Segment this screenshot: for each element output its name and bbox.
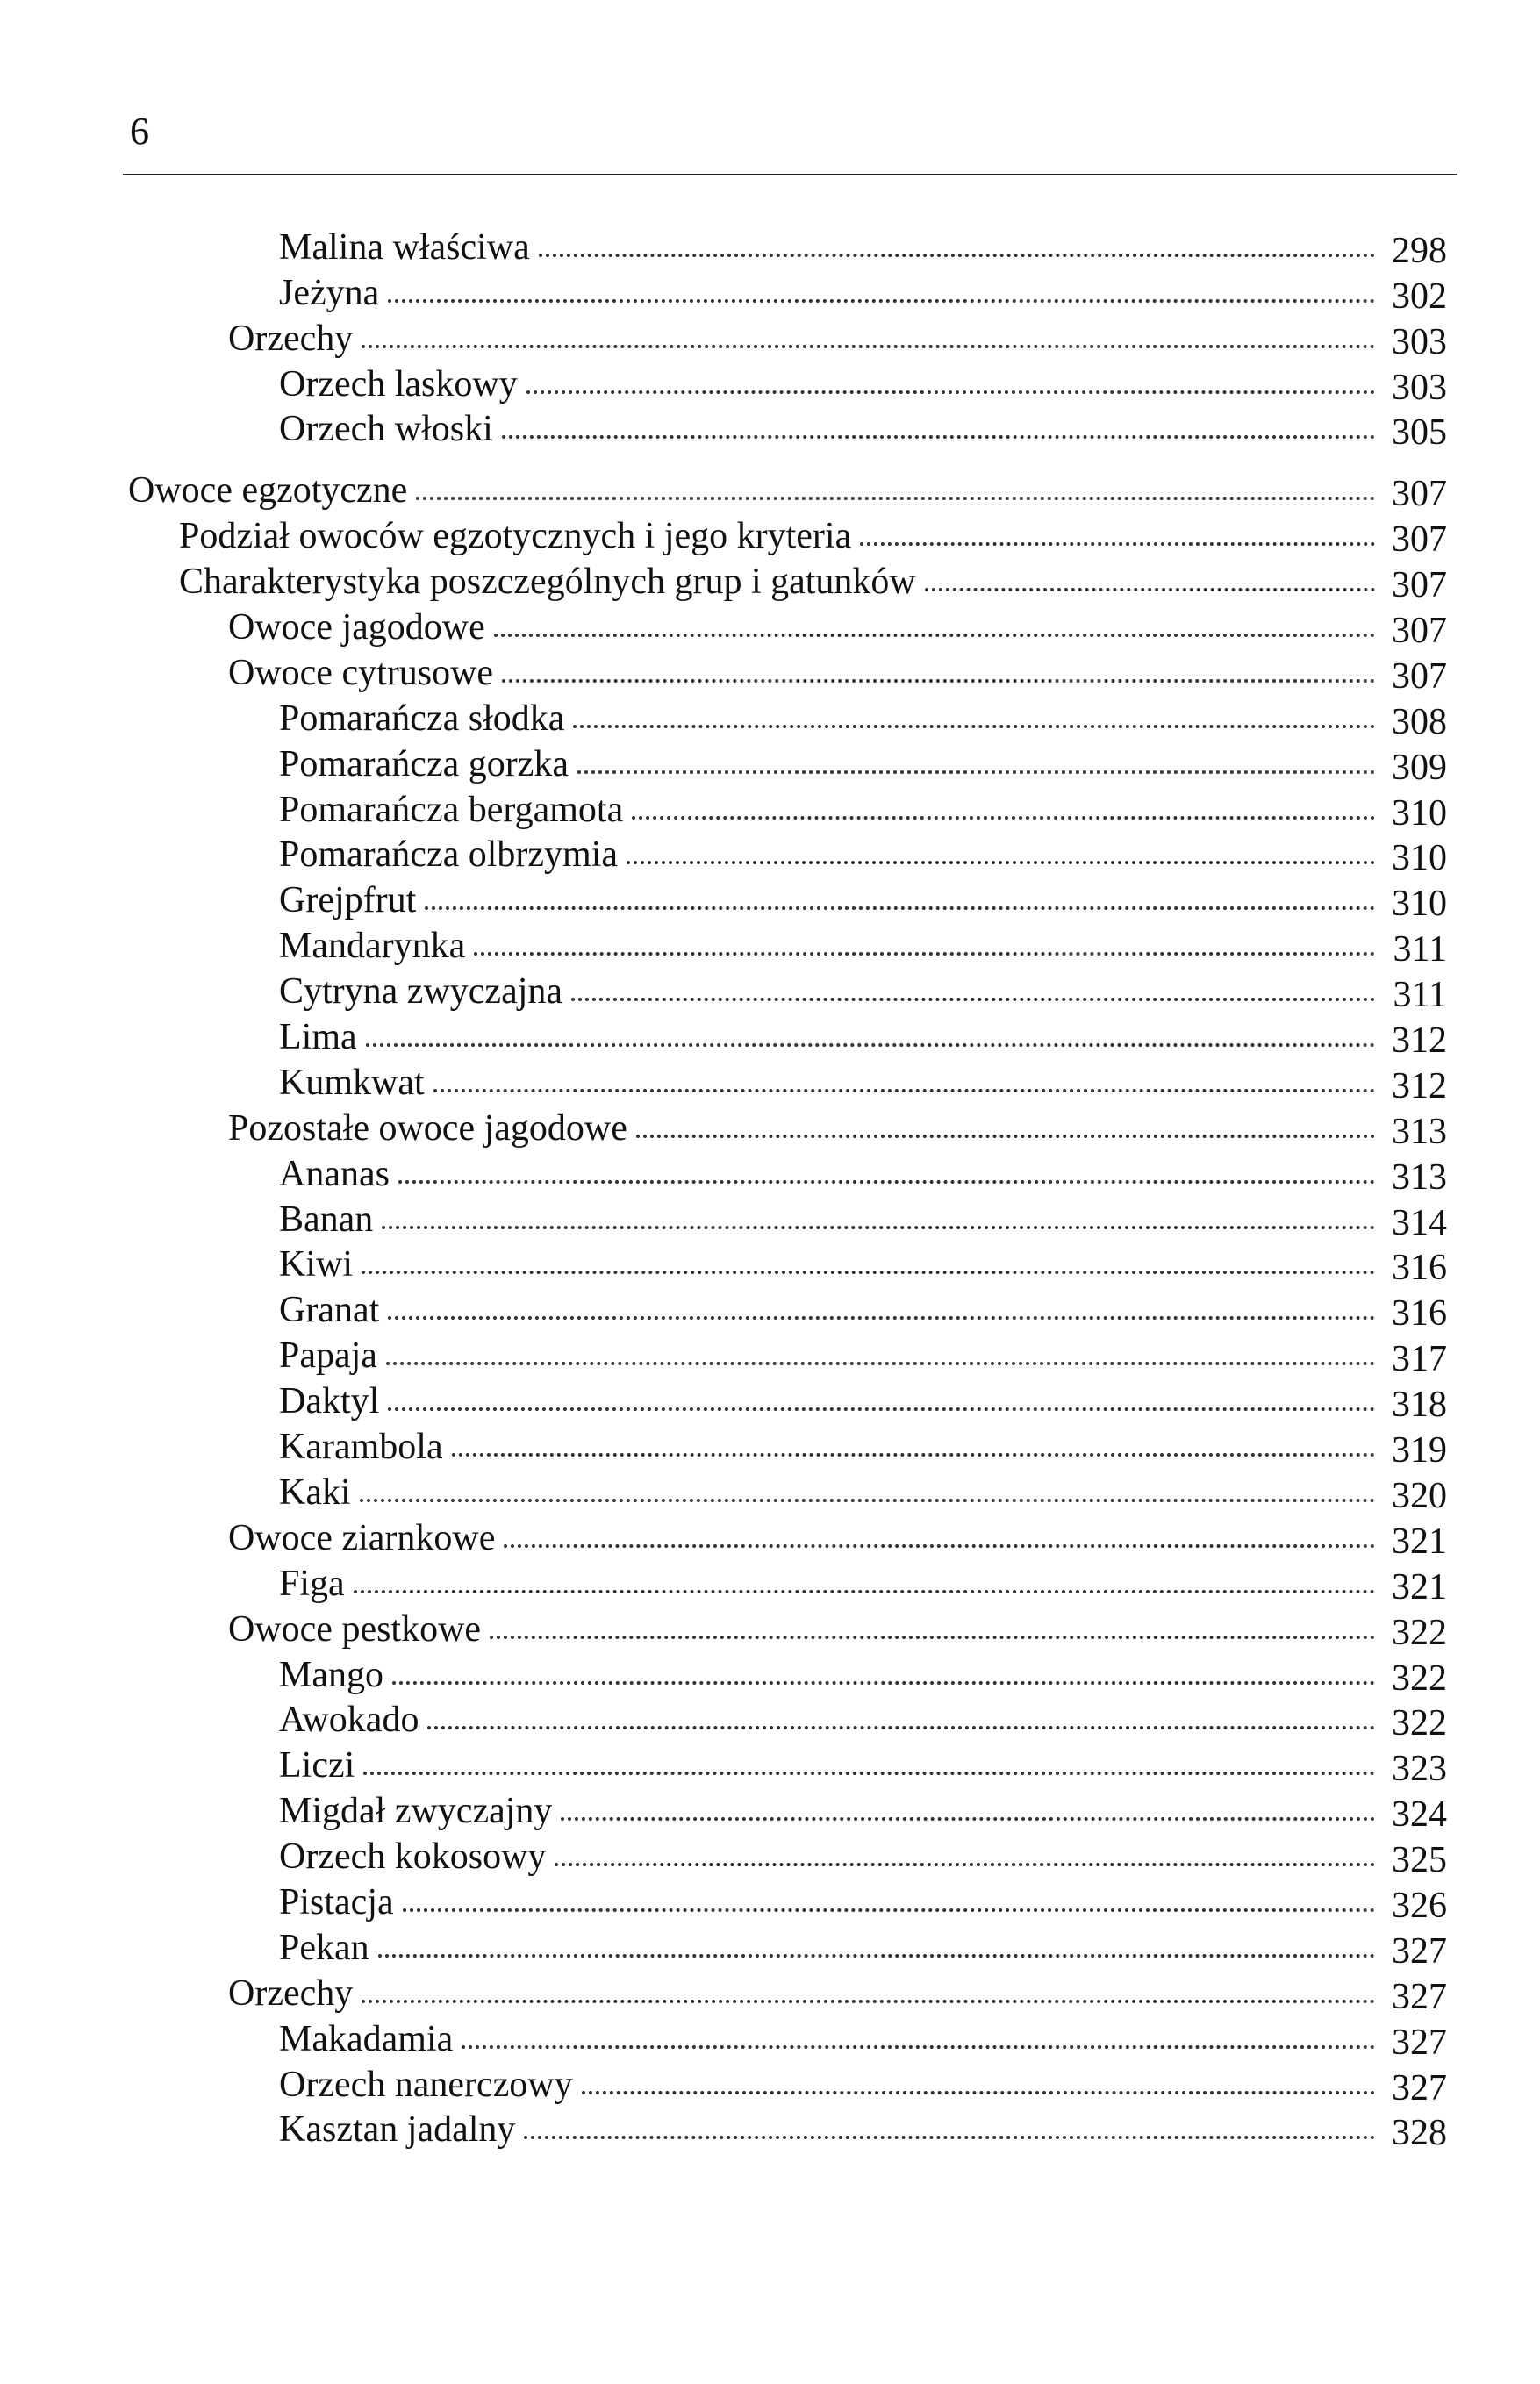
toc-entry-title: Jeżyna bbox=[279, 272, 380, 313]
toc-entry-page: 323 bbox=[1392, 1749, 1447, 1790]
dot-leader bbox=[577, 770, 1375, 774]
toc-entry-title: Kiwi bbox=[279, 1244, 353, 1285]
toc-entry-title: Malina właściwa bbox=[279, 226, 530, 268]
toc-entry-title: Orzech laskowy bbox=[279, 363, 518, 404]
dot-leader bbox=[382, 1226, 1375, 1229]
toc-entry bbox=[0, 315, 1540, 361]
toc-entry-page: 318 bbox=[1392, 1385, 1447, 1426]
dot-leader bbox=[571, 998, 1375, 1001]
dot-leader bbox=[362, 2000, 1375, 2003]
toc-entry bbox=[0, 1105, 1540, 1150]
toc-entry bbox=[0, 1560, 1540, 1606]
toc-entry-page: 327 bbox=[1392, 2067, 1447, 2108]
toc-entry bbox=[0, 922, 1540, 968]
toc-entry bbox=[0, 604, 1540, 652]
dot-leader bbox=[494, 634, 1375, 637]
toc-entry bbox=[0, 512, 1540, 561]
dot-leader bbox=[416, 497, 1375, 500]
dot-leader bbox=[582, 2091, 1375, 2094]
toc-entry-page: 326 bbox=[1392, 1885, 1447, 1926]
toc-entry-page: 317 bbox=[1392, 1339, 1447, 1380]
toc-entry-page: 322 bbox=[1392, 1612, 1447, 1653]
toc-entry bbox=[0, 2015, 1540, 2061]
dot-leader bbox=[462, 2045, 1375, 2049]
toc-entry bbox=[0, 1286, 1540, 1335]
toc-entry bbox=[0, 1924, 1540, 1970]
toc-entry-page: 305 bbox=[1392, 412, 1447, 454]
dot-leader bbox=[627, 861, 1375, 864]
toc-entry-page: 307 bbox=[1392, 565, 1447, 606]
toc-entry-title: Owoce ziarnkowe bbox=[228, 1517, 496, 1558]
dot-leader bbox=[362, 345, 1375, 348]
dot-leader bbox=[555, 1863, 1375, 1866]
toc-entry bbox=[0, 361, 1540, 406]
toc-entry-title: Banan bbox=[279, 1199, 374, 1240]
toc-entry-page: 327 bbox=[1392, 2022, 1447, 2063]
toc-entry-title: Pozostałe owoce jagodowe bbox=[228, 1107, 627, 1149]
toc-entry-page: 303 bbox=[1392, 321, 1447, 362]
toc-entry-title: Mango bbox=[279, 1654, 383, 1695]
dot-leader bbox=[526, 390, 1375, 394]
dot-leader bbox=[433, 1089, 1375, 1092]
toc-entry-title: Ananas bbox=[279, 1153, 390, 1194]
dot-leader bbox=[452, 1453, 1375, 1457]
dot-leader bbox=[366, 1043, 1375, 1047]
dot-leader bbox=[388, 299, 1375, 303]
toc-entry-page: 321 bbox=[1392, 1566, 1447, 1607]
table-of-contents bbox=[0, 224, 1540, 2154]
dot-leader bbox=[636, 1135, 1375, 1138]
dot-leader bbox=[388, 1316, 1375, 1320]
toc-entry bbox=[0, 1378, 1540, 1426]
toc-entry-title: Orzech nanerczowy bbox=[279, 2064, 573, 2105]
toc-entry-title: Owoce pestkowe bbox=[228, 1608, 482, 1650]
dot-leader bbox=[474, 952, 1375, 956]
toc-entry-page: 311 bbox=[1393, 929, 1447, 970]
toc-entry bbox=[0, 1196, 1540, 1242]
toc-entry bbox=[0, 224, 1540, 269]
toc-entry-page: 312 bbox=[1392, 1065, 1447, 1106]
toc-entry-page: 324 bbox=[1392, 1794, 1447, 1836]
dot-leader bbox=[524, 2136, 1375, 2139]
toc-entry-title: Lima bbox=[279, 1017, 357, 1058]
toc-entry-page: 311 bbox=[1393, 975, 1447, 1016]
toc-entry-page: 319 bbox=[1392, 1430, 1447, 1471]
toc-entry bbox=[0, 1651, 1540, 1697]
toc-entry-page: 303 bbox=[1392, 367, 1447, 408]
toc-entry-page: 322 bbox=[1392, 1657, 1447, 1699]
toc-entry bbox=[0, 467, 1540, 515]
toc-entry-title: Grejpfrut bbox=[279, 880, 417, 921]
toc-entry-page: 321 bbox=[1392, 1521, 1447, 1562]
toc-entry-page: 310 bbox=[1392, 838, 1447, 879]
toc-entry bbox=[0, 968, 1540, 1016]
toc-entry bbox=[0, 1013, 1540, 1062]
toc-entry-title: Liczi bbox=[279, 1745, 355, 1786]
dot-leader bbox=[392, 1681, 1375, 1685]
toc-entry-title: Daktyl bbox=[279, 1381, 380, 1422]
page-number: 6 bbox=[130, 110, 149, 153]
toc-entry-title: Orzechy bbox=[228, 318, 354, 359]
toc-entry-page: 314 bbox=[1392, 1202, 1447, 1243]
toc-entry bbox=[0, 1469, 1540, 1514]
toc-entry-title: Kaki bbox=[279, 1471, 351, 1513]
toc-entry-title: Owoce cytrusowe bbox=[228, 652, 494, 693]
toc-entry bbox=[0, 269, 1540, 315]
dot-leader bbox=[363, 1772, 1375, 1775]
toc-entry bbox=[0, 558, 1540, 604]
toc-entry-page: 313 bbox=[1392, 1156, 1447, 1198]
toc-entry bbox=[0, 1787, 1540, 1836]
toc-entry-page: 327 bbox=[1392, 1976, 1447, 2017]
toc-entry-title: Orzech kokosowy bbox=[279, 1836, 547, 1878]
toc-entry-title: Owoce egzotyczne bbox=[128, 470, 408, 512]
toc-entry bbox=[0, 1332, 1540, 1378]
dot-leader bbox=[490, 1636, 1375, 1639]
toc-entry-page: 322 bbox=[1392, 1703, 1447, 1744]
toc-entry-page: 298 bbox=[1392, 230, 1447, 271]
toc-entry-page: 312 bbox=[1392, 1020, 1447, 1062]
dot-leader bbox=[504, 1544, 1375, 1548]
toc-entry-page: 313 bbox=[1392, 1111, 1447, 1152]
toc-entry-title: Podział owoców egzotycznych i jego kryteria bbox=[179, 516, 852, 557]
header-rule bbox=[123, 174, 1457, 175]
toc-entry-title: Pekan bbox=[279, 1927, 369, 1968]
toc-entry-page: 308 bbox=[1392, 701, 1447, 742]
toc-entry-page: 320 bbox=[1392, 1475, 1447, 1516]
toc-entry bbox=[0, 1833, 1540, 1879]
toc-entry-page: 328 bbox=[1392, 2113, 1447, 2154]
toc-entry-title: Awokado bbox=[279, 1700, 419, 1741]
toc-entry bbox=[0, 406, 1540, 452]
toc-entry-title: Papaja bbox=[279, 1335, 377, 1377]
toc-entry bbox=[0, 2107, 1540, 2152]
toc-entry bbox=[0, 1879, 1540, 1924]
dot-leader bbox=[561, 1817, 1375, 1821]
toc-entry bbox=[0, 695, 1540, 741]
toc-entry bbox=[0, 1697, 1540, 1743]
toc-entry-title: Cytryna zwyczajna bbox=[279, 971, 563, 1013]
toc-entry-page: 307 bbox=[1392, 611, 1447, 652]
toc-entry-page: 307 bbox=[1392, 474, 1447, 515]
dot-leader bbox=[539, 254, 1375, 257]
toc-entry-title: Orzech włoski bbox=[279, 409, 493, 450]
toc-entry-page: 309 bbox=[1392, 747, 1447, 788]
toc-entry bbox=[0, 1742, 1540, 1790]
toc-entry-page: 327 bbox=[1392, 1930, 1447, 1972]
toc-entry-page: 316 bbox=[1392, 1248, 1447, 1289]
toc-entry bbox=[0, 2061, 1540, 2107]
dot-leader bbox=[632, 816, 1375, 820]
toc-entry bbox=[0, 1059, 1540, 1105]
toc-entry-page: 316 bbox=[1392, 1293, 1447, 1335]
dot-leader bbox=[362, 1271, 1375, 1274]
dot-leader bbox=[360, 1499, 1375, 1502]
toc-entry-title: Makadamia bbox=[279, 2018, 454, 2059]
toc-entry bbox=[0, 649, 1540, 695]
dot-leader bbox=[388, 1407, 1375, 1411]
toc-entry-title: Mandarynka bbox=[279, 926, 466, 967]
toc-entry bbox=[0, 1150, 1540, 1196]
dot-leader bbox=[386, 1362, 1375, 1365]
toc-entry-page: 307 bbox=[1392, 655, 1447, 697]
toc-entry-page: 310 bbox=[1392, 792, 1447, 834]
toc-entry-title: Kasztan jadalny bbox=[279, 2109, 516, 2151]
toc-entry-title: Pomarańcza słodka bbox=[279, 698, 565, 739]
dot-leader bbox=[502, 435, 1375, 439]
toc-entry bbox=[0, 741, 1540, 786]
dot-leader bbox=[573, 725, 1375, 728]
toc-entry-title: Pomarańcza olbrzymia bbox=[279, 834, 618, 876]
toc-entry-title: Pomarańcza gorzka bbox=[279, 743, 569, 784]
toc-entry bbox=[0, 1606, 1540, 1651]
dot-leader bbox=[354, 1590, 1375, 1593]
toc-entry-title: Orzechy bbox=[228, 1972, 354, 2014]
toc-entry bbox=[0, 1514, 1540, 1560]
toc-entry-page: 310 bbox=[1392, 884, 1447, 925]
toc-entry-page: 307 bbox=[1392, 519, 1447, 561]
toc-entry-title: Figa bbox=[279, 1563, 345, 1604]
dot-leader bbox=[925, 588, 1375, 591]
dot-leader bbox=[378, 1954, 1375, 1958]
toc-entry-title: Owoce jagodowe bbox=[228, 607, 485, 648]
dot-leader bbox=[502, 679, 1375, 683]
toc-entry-title: Karambola bbox=[279, 1427, 443, 1468]
toc-entry bbox=[0, 832, 1540, 877]
toc-entry bbox=[0, 1423, 1540, 1469]
dot-leader bbox=[398, 1180, 1375, 1184]
dot-leader bbox=[425, 906, 1375, 910]
dot-leader bbox=[427, 1726, 1375, 1729]
toc-entry bbox=[0, 877, 1540, 925]
toc-entry bbox=[0, 1970, 1540, 2015]
toc-entry bbox=[0, 1242, 1540, 1287]
toc-entry-title: Pomarańcza bergamota bbox=[279, 789, 624, 830]
toc-entry-title: Migdał zwyczajny bbox=[279, 1791, 553, 1832]
toc-entry-page: 302 bbox=[1392, 276, 1447, 317]
toc-entry bbox=[0, 786, 1540, 832]
toc-entry-title: Charakterystyka poszczególnych grup i gatunków bbox=[179, 562, 916, 603]
toc-entry-title: Granat bbox=[279, 1290, 380, 1331]
section-gap bbox=[0, 451, 1540, 467]
toc-entry-page: 325 bbox=[1392, 1840, 1447, 1881]
dot-leader bbox=[403, 1908, 1375, 1912]
toc-entry-title: Pistacja bbox=[279, 1881, 394, 1922]
dot-leader bbox=[860, 542, 1375, 546]
toc-entry-title: Kumkwat bbox=[279, 1062, 425, 1103]
